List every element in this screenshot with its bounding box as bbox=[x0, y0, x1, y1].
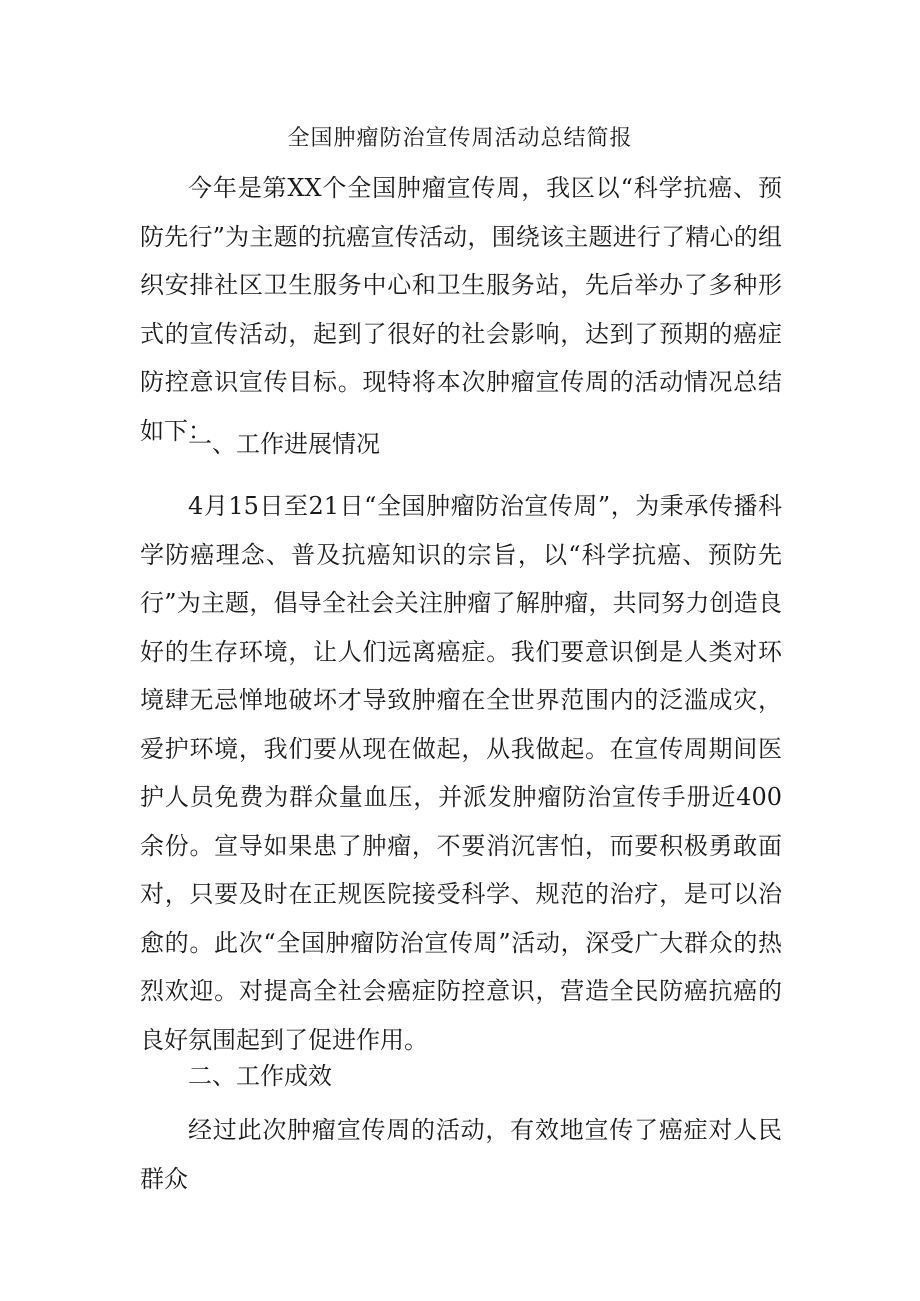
section-heading-results: 二、工作成效 bbox=[188, 1062, 332, 1090]
document-title: 全国肿瘤防治宣传周活动总结简报 bbox=[287, 126, 633, 151]
progress-paragraph: 4月15日至21日“全国肿瘤防治宣传周”，为秉承传播科学防癌理念、普及抗癌知识的宗旨，以“科学抗癌、预防先行”为主题，倡导全社会关注肿瘤了解肿瘤，共同努力创造良好的生存环境，让人们远离癌症。我们要意识倒是人类对环境肆无忌惮地破坏才导致肿瘤在全世界范围内的泛滥成灾，爱护环境，我们要从现在做起，从我做起。在宣传周期间医护人员免费为群众量血压，并派发肿瘤防治宣传手册近400余份。宣导如果患了肿瘤，不要消沉害怕，而要积极勇敢面对，只要及时在正规医院接受科学、规范的治疗，是可以治愈的。此次“全国肿瘤防治宣传周”活动，深受广大群众的热烈欢迎。对提高全社会癌症防控意识，营造全民防癌抗癌的良好氛围起到了促进作用。 bbox=[140, 492, 782, 1054]
results-paragraph: 经过此次肿瘤宣传周的活动，有效地宣传了癌症对人民群众 bbox=[140, 1116, 782, 1193]
section-heading-progress: 一、工作进展情况 bbox=[188, 430, 380, 458]
intro-paragraph: 今年是第XX个全国肿瘤宣传周，我区以“科学抗癌、预防先行”为主题的抗癌宣传活动，围绕该主题进行了精心的组织安排社区卫生服务中心和卫生服务站，先后举办了多种形式的宣传活动，起到了很好的社会影响，达到了预期的癌症防控意识宣传目标。现特将本次肿瘤宣传周的活动情况总结如下： bbox=[140, 174, 782, 445]
